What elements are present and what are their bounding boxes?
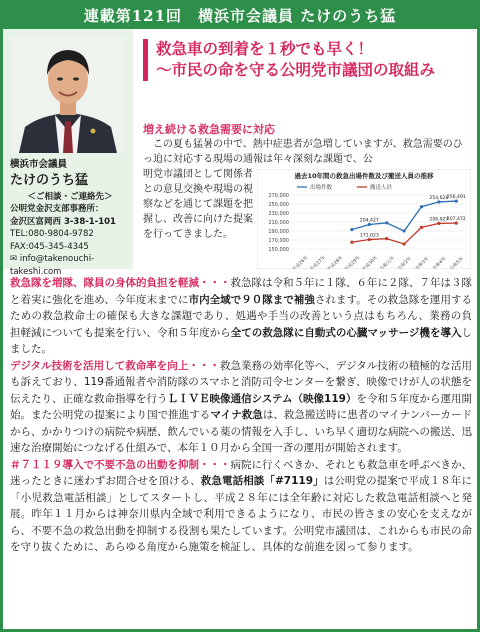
legend-label: 出場件数: [310, 185, 333, 191]
data-label: 254,626: [429, 195, 449, 201]
x-tick-label: 平成27年: [309, 255, 327, 269]
x-tick-label: 平成28年: [326, 255, 345, 269]
section-7119: ＃７１１９導入で不要不急の出動を抑制・・・病院に行くべきか、それとも救急車を呼ぶべきか、迷ったときに迷わずお問合せを頂ける、救急電話相談「#7119」は公明党の提案で平成１８年に「小児救急電話相談」としてスタートし、平成２８年には全年齢に対応した救急電話相談へと発展。昨年１１月からは神奈川県内全域で利用できるようになり、市民の皆さまの安心を支えながら、不要不急の救急出動を抑制する役割も果たしています。公明党市議団は、これからも市民の命を守り抜くために、あらゆる角度から施策を検証し、具体的な前進を図って参ります。: [10, 458, 473, 553]
profile-role: 横浜市会議員: [10, 159, 68, 170]
x-tick-label: 平成30年: [361, 255, 380, 269]
legend-label: 搬送人員: [370, 185, 393, 191]
portrait-illustration: [11, 35, 125, 153]
portrait-photo: [11, 35, 125, 153]
y-tick-label: 210,000: [268, 219, 289, 226]
data-point: [403, 229, 406, 232]
y-tick-label: 270,000: [268, 192, 289, 199]
office-address: 金沢区富岡西 3-38-1-101: [10, 216, 116, 227]
section-heading: 救急隊を増隊、隊員の身体的負担を軽減・・・: [10, 277, 231, 289]
y-tick-label: 150,000: [268, 246, 289, 253]
headline-sub: ～市民の命を守る公明党市議団の取組み: [156, 61, 436, 79]
y-tick-label: 170,000: [268, 237, 289, 244]
data-point: [420, 226, 423, 229]
y-tick-label: 250,000: [268, 201, 289, 208]
top-section: [3, 29, 477, 277]
data-label: 204,427: [359, 218, 379, 224]
office-label: 公明党金沢支部事務所：: [10, 204, 104, 214]
x-tick-label: 令和5年: [449, 256, 466, 269]
email-address[interactable]: info@takenouchi-takeshi.com: [10, 254, 95, 277]
section-digital: デジタル技術を活用して救命率を向上・・・救急業務の効率化等へ、デジタル技術の積極的な活用も訴えており、119番通報者や消防隊のスマホと消防司令センターを繋ぎ、映像でけが人の状態を伝えたり、正確な救命指導を行うＬＩＶＥ映像通信システム（映像119）を令和５年度から運用開始。また公明党の提案により国で推進するマイナ救急は、救急搬送時に患者のマイナンバーカードから、かかりつけの病院や病歴、飲んでいる薬の情報を入手し、いち早く適切な病院への搬送、迅速な治療開始につなげる仕組みで、本年１０月から全国一斉の運用が開始されます。: [10, 359, 472, 454]
x-tick-label: 平成26年: [292, 255, 310, 269]
data-point: [420, 205, 423, 208]
chart-svg: [257, 169, 471, 269]
x-tick-label: 令和2年: [397, 256, 413, 269]
y-tick-label: 190,000: [268, 228, 289, 235]
data-label: 256,491: [446, 195, 466, 201]
contact-heading: ＜ご相談・ご連絡先＞: [27, 191, 113, 202]
intro-side-text: 明党市議団として関係者との意見交換や現場の視察などを通じて課題を把握し、改善に向けた提案を行ってきました。: [143, 169, 253, 240]
profile-name: たけのうち猛: [10, 172, 89, 188]
mail-icon: ✉: [10, 254, 20, 264]
data-point: [350, 241, 353, 244]
data-label: 171,023: [359, 233, 379, 239]
ambulance-chart: [257, 169, 471, 269]
y-tick-label: 230,000: [268, 210, 289, 217]
data-point: [403, 242, 406, 245]
data-point: [385, 237, 388, 240]
intro-heading: 増え続ける救急需要に対応: [143, 123, 275, 136]
section-heading: デジタル技術を活用して救命率を向上・・・: [10, 359, 220, 372]
x-tick-label: 令和元年: [379, 255, 397, 269]
article-headline: [143, 39, 473, 81]
series-banner: 連載第121回 横浜市会議員 たけのうち猛: [3, 3, 477, 29]
profile-column: [3, 29, 133, 277]
fax-number: FAX:045-345-4345: [10, 241, 89, 252]
headline-main: 救急車の到着を１秒でも早く！: [156, 40, 374, 58]
article-body: [10, 275, 472, 556]
x-tick-label: 平成29年: [344, 255, 362, 269]
profile-info: [10, 159, 130, 278]
section-heading: ＃７１１９導入で不要不急の出動を抑制・・・: [10, 458, 231, 471]
x-tick-label: 令和4年: [432, 256, 448, 269]
data-label: 207,472: [446, 217, 466, 223]
data-point: [385, 221, 388, 224]
phone-number: TEL:080-9804-9782: [10, 229, 94, 239]
x-tick-label: 令和3年: [414, 256, 431, 269]
data-point: [350, 228, 353, 231]
intro-lead: この夏も猛暑の中で、熱中症患者が急増していますが、救急需要のひっ迫に対応する現場の通報は年々深刻な課題で、公: [143, 139, 463, 165]
data-label: 206,927: [429, 217, 449, 223]
chart-title: 過去10年間の救急出場件数及び搬送人員の推移: [294, 172, 434, 180]
section-ambulance-units: 救急隊を増隊、隊員の身体的負担を軽減・・・救急隊は令和５年に１隊、６年に２隊、７年は３隊と着実に強化を進め、今年度末までに市内全域で９０隊まで補強されます。その救急隊を運用するための救急救命士の確保も大きな課題であり、処遇や手当の改善という点はもちろん、業務の負担軽減についても提案を行い、令和５年度から全ての救急隊に自動式の心臓マッサージ機を導入しました。: [10, 277, 472, 355]
